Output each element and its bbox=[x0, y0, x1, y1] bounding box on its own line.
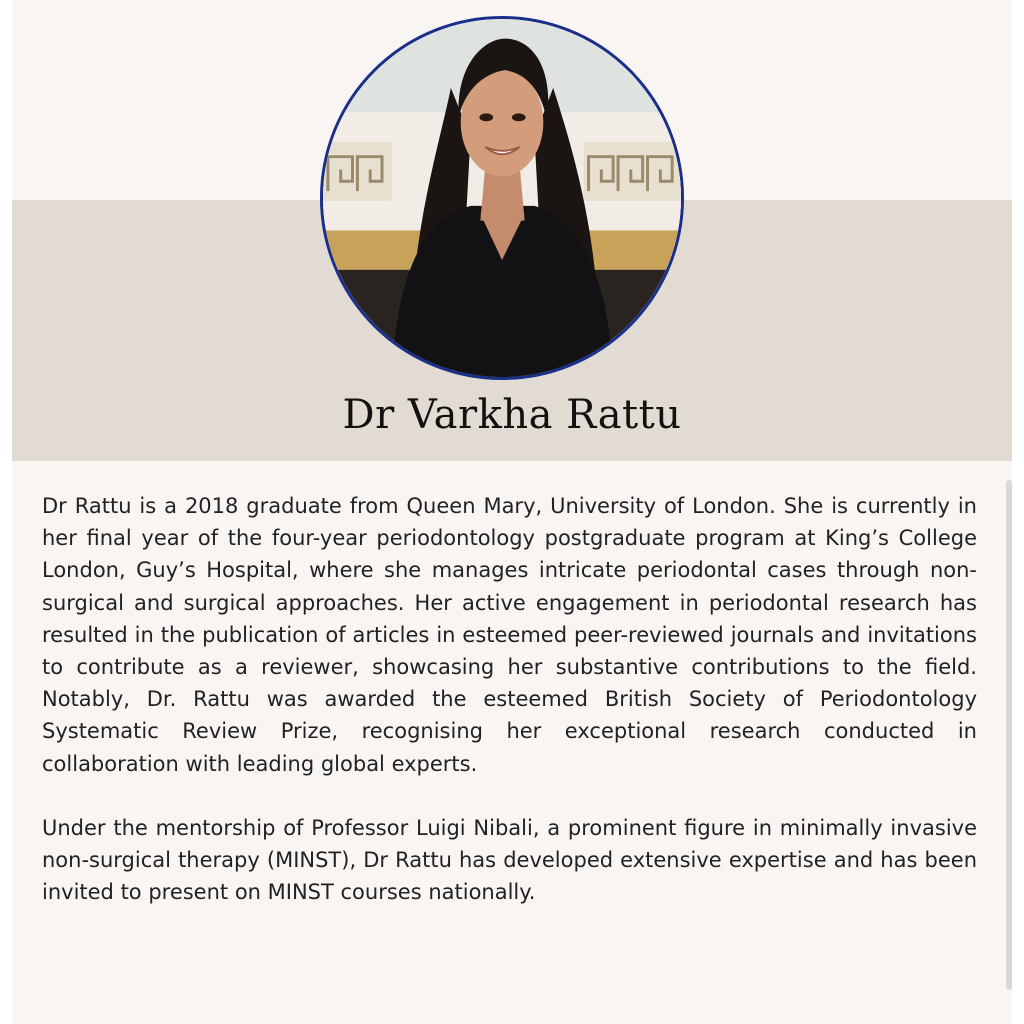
scrollbar[interactable] bbox=[1006, 480, 1012, 990]
portrait-illustration bbox=[323, 19, 681, 377]
bio-paragraph: Dr Rattu is a 2018 graduate from Queen Mary, University of London. She is currently in her final year of the four-year periodontology postgraduate program at King’s College London, Guy’s Hospital, where she manages intricate periodontal cases through non-surgical and surgical approaches. Her active engagement in periodontal research has resulted in the publication of articles in esteemed peer-reviewed journals and invitations to contribute as a reviewer, showcasing her substantive contributions to the field. Notably, Dr. Rattu was awarded the esteemed British Society of Periodontology Systematic Review Prize, recognising her exceptional research conducted in collaboration with leading global experts. bbox=[42, 494, 977, 776]
profile-bio bbox=[42, 490, 977, 908]
portrait-photo bbox=[320, 16, 684, 380]
profile-page bbox=[12, 0, 1012, 1024]
profile-name: Dr Varkha Rattu bbox=[342, 392, 682, 438]
bio-paragraph: Under the mentorship of Professor Luigi Nibali, a prominent figure in minimally invasive non-surgical therapy (MINST), Dr Rattu has developed extensive expertise and has been invited to present on MINST courses nationally. bbox=[42, 815, 977, 905]
